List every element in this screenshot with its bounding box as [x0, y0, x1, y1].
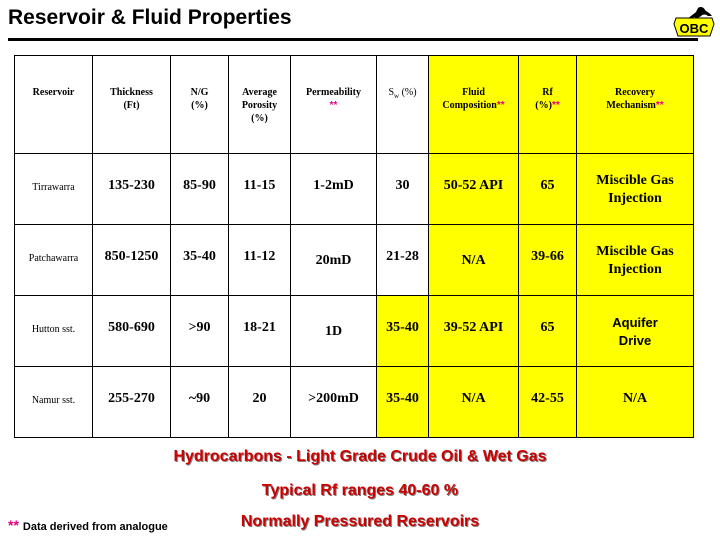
- cell-ng: >90: [171, 296, 229, 367]
- cell-fluid: 39-52 API: [429, 296, 519, 367]
- footnote-text: Data derived from analogue: [22, 521, 168, 533]
- cell-thickness: 255-270: [93, 367, 171, 438]
- cell-ng: ~90: [171, 367, 229, 438]
- cell-reservoir: Hutton sst.: [15, 296, 93, 367]
- cell-rf: 42-55: [519, 367, 577, 438]
- header-reservoir: Reservoir: [15, 56, 93, 154]
- header-permeability: Permeability **: [291, 56, 377, 154]
- cell-thickness: 135-230: [93, 154, 171, 225]
- cell-permeability: 1-2mD: [291, 154, 377, 225]
- cell-rf: 65: [519, 154, 577, 225]
- cell-sw: 35-40: [377, 296, 429, 367]
- cell-reservoir: Tirrawarra: [15, 154, 93, 225]
- cell-porosity: 11-15: [229, 154, 291, 225]
- company-logo: [670, 4, 718, 40]
- cell-permeability: >200mD: [291, 367, 377, 438]
- cell-porosity: 20: [229, 367, 291, 438]
- table-row: [15, 367, 694, 438]
- title-divider: [8, 38, 698, 41]
- cell-recovery: Miscible Gas Injection: [577, 154, 694, 225]
- table-header-row: [15, 56, 694, 154]
- cell-recovery: Miscible Gas Injection: [577, 225, 694, 296]
- header-ng: N/G (%): [171, 56, 229, 154]
- header-rf: Rf (%)**: [519, 56, 577, 154]
- header-porosity: Average Porosity (%): [229, 56, 291, 154]
- table-row: [15, 154, 694, 225]
- cell-recovery: Aquifer Drive: [577, 296, 694, 367]
- cell-ng: 85-90: [171, 154, 229, 225]
- summary-line-rf: Typical Rf ranges 40-60 %: [261, 482, 459, 499]
- cell-fluid: 50-52 API: [429, 154, 519, 225]
- reservoir-properties-table: [14, 55, 694, 438]
- summary-line-pressure: Normally Pressured Reservoirs: [240, 513, 480, 530]
- cell-rf: 39-66: [519, 225, 577, 296]
- header-fluid-composition: Fluid Composition**: [429, 56, 519, 154]
- header-thickness: Thickness (Ft): [93, 56, 171, 154]
- cell-thickness: 580-690: [93, 296, 171, 367]
- cell-recovery: N/A: [577, 367, 694, 438]
- cell-permeability: 1D: [291, 296, 377, 367]
- cell-reservoir: Namur sst.: [15, 367, 93, 438]
- cell-sw: 21-28: [377, 225, 429, 296]
- page-title: Reservoir & Fluid Properties: [8, 6, 292, 29]
- header-recovery-mechanism: Recovery Mechanism**: [577, 56, 694, 154]
- table-row: [15, 225, 694, 296]
- cell-sw: 30: [377, 154, 429, 225]
- cell-fluid: N/A: [429, 367, 519, 438]
- cell-ng: 35-40: [171, 225, 229, 296]
- cell-permeability: 20mD: [291, 225, 377, 296]
- cell-reservoir: Patchawarra: [15, 225, 93, 296]
- header-sw: $S_w$ (%): [377, 56, 429, 154]
- cell-fluid: N/A: [429, 225, 519, 296]
- cell-thickness: 850-1250: [93, 225, 171, 296]
- cell-sw: 35-40: [377, 367, 429, 438]
- footnote-mark: **: [8, 517, 19, 533]
- logo-text: OBC: [679, 21, 709, 36]
- cell-rf: 65: [519, 296, 577, 367]
- table-row: [15, 296, 694, 367]
- footnote: [8, 517, 168, 533]
- summary-line-hydrocarbons: Hydrocarbons - Light Grade Crude Oil & Wet Gas: [173, 448, 547, 465]
- cell-porosity: 11-12: [229, 225, 291, 296]
- cell-porosity: 18-21: [229, 296, 291, 367]
